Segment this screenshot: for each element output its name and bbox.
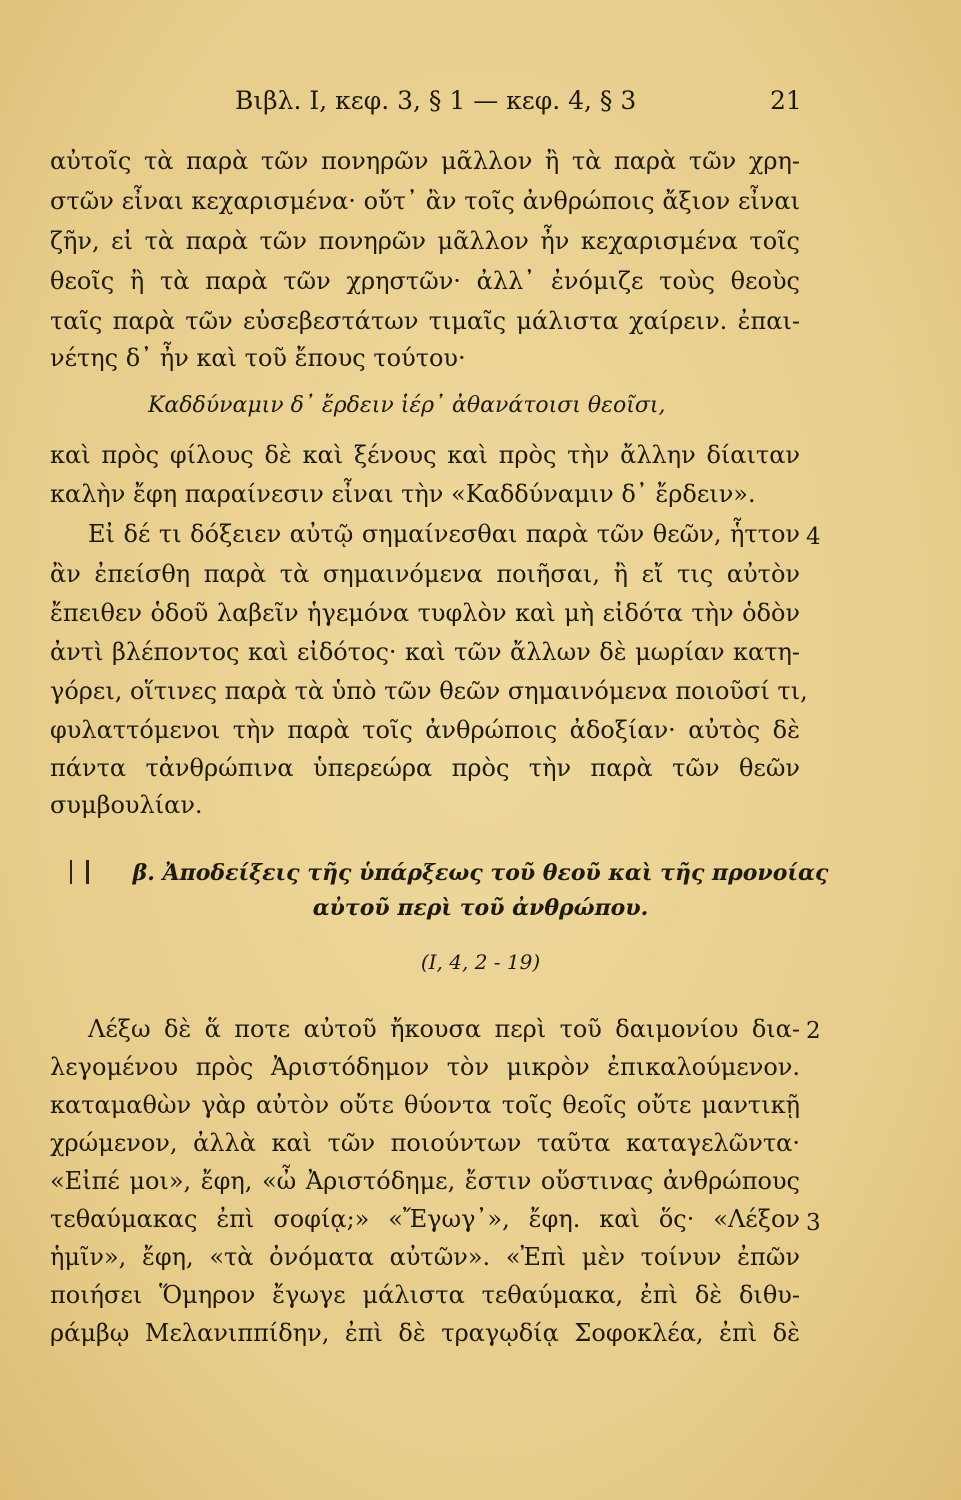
text-line: χρώμενον, ἀλλὰ καὶ τῶν ποιούντων ταῦτα καταγελῶντα· [50, 1129, 800, 1157]
paragraph-start-line: Λέξω δὲ ἅ ποτε αὐτοῦ ἤκουσα περὶ τοῦ δαιμονίου δια- [88, 1015, 800, 1043]
text-line: τεθαύμακας ἐπὶ σοφίᾳ;» «Ἔγωγ᾽», ἔφη. καὶ ὅς· «Λέξον [50, 1205, 800, 1233]
section-reference: (Ι, 4, 2 - 19) [420, 950, 541, 974]
text-line: ἂν ἐπείσθη παρὰ τὰ σημαινόμενα ποιῆσαι, ἢ εἴ τις αὐτὸν [50, 560, 800, 588]
page-number: 21 [770, 86, 802, 115]
text-line: ταῖς παρὰ τῶν εὐσεβεστάτων τιμαῖς μάλιστα χαίρειν. ἐπαι- [50, 307, 800, 335]
margin-section-number: 2 [806, 1018, 821, 1044]
verse-quote: Καδδύναμιν δ᾽ ἔρδειν ἱέρ᾽ ἀθανάτοισι θεοῖσι, [148, 393, 666, 418]
text-line: «Εἰπέ μοι», ἔφη, «ὦ Ἀριστόδημε, ἔστιν οὕστινας ἀνθρώπους [50, 1167, 800, 1195]
running-header-title: Βιβλ. Ι, κεφ. 3, § 1 — κεφ. 4, § 3 [235, 86, 637, 115]
text-line: ἡμῖν», ἔφη, «τὰ ὀνόματα αὐτῶν». «Ἐπὶ μὲν τοίνυν ἐπῶν [50, 1243, 800, 1271]
margin-section-number: 3 [806, 1210, 821, 1236]
text-line: στῶν εἶναι κεχαρισμένα· οὔτ᾽ ἂν τοῖς ἀνθρώποις ἄξιον εἶναι [50, 187, 800, 215]
text-line: λεγομένου πρὸς Ἀριστόδημον τὸν μικρὸν ἐπικαλούμενον. [50, 1053, 800, 1081]
section-title: β. Ἀποδείξεις τῆς ὑπάρξεως τοῦ θεοῦ καὶ τῆς προνοίας [132, 860, 829, 886]
section-title-continued: αὐτοῦ περὶ τοῦ ἀνθρώπου. [312, 895, 649, 921]
text-line: γόρει, οἵτινες παρὰ τὰ ὑπὸ τῶν θεῶν σημαινόμενα ποιοῦσί τι, [50, 677, 808, 705]
running-header [0, 86, 961, 126]
text-line: πάντα τἀνθρώπινα ὑπερεώρα πρὸς τὴν παρὰ τῶν θεῶν [50, 754, 800, 782]
text-line: νέτης δ᾽ ἦν καὶ τοῦ ἔπους τούτου· [50, 344, 466, 372]
text-line: καλὴν ἔφη παραίνεσιν εἶναι τὴν «Καδδύναμιν δ᾽ ἔρδειν». [50, 480, 756, 508]
text-line: ζῆν, εἰ τὰ παρὰ τῶν πονηρῶν μᾶλλον ἦν κεχαρισμένα τοῖς [50, 227, 800, 255]
text-line: αὐτοῖς τὰ παρὰ τῶν πονηρῶν μᾶλλον ἢ τὰ παρὰ τῶν χρη- [50, 147, 800, 175]
paragraph-start-line: Εἰ δέ τι δόξειεν αὐτῷ σημαίνεσθαι παρὰ τῶν θεῶν, ἧττον [88, 520, 800, 548]
text-line: ποιήσει Ὅμηρον ἔγωγε μάλιστα τεθαύμακα, ἐπὶ δὲ διθυ- [50, 1281, 800, 1309]
text-line: συμβουλίαν. [50, 791, 203, 819]
text-line: φυλαττόμενοι τὴν παρὰ τοῖς ἀνθρώποις ἀδοξίαν· αὐτὸς δὲ [50, 716, 800, 744]
text-line: καταμαθὼν γὰρ αὐτὸν οὔτε θύοντα τοῖς θεοῖς οὔτε μαντικῇ [50, 1091, 800, 1119]
text-line: ἀντὶ βλέποντος καὶ εἰδότος· καὶ τῶν ἄλλων δὲ μωρίαν κατη- [50, 638, 800, 666]
text-line: ἔπειθεν ὁδοῦ λαβεῖν ἡγεμόνα τυφλὸν καὶ μὴ εἰδότα τὴν ὁδὸν [50, 599, 800, 627]
text-line: ράμβῳ Μελανιππίδην, ἐπὶ δὲ τραγῳδίᾳ Σοφοκλέα, ἐπὶ δὲ [50, 1319, 800, 1347]
text-line: καὶ πρὸς φίλους δὲ καὶ ξένους καὶ πρὸς τὴν ἄλλην δίαιταν [50, 441, 800, 469]
text-line: θεοῖς ἢ τὰ παρὰ τῶν χρηστῶν· ἀλλ᾽ ἐνόμιζε τοὺς θεοὺς [50, 267, 800, 295]
margin-section-number: 4 [806, 524, 821, 550]
